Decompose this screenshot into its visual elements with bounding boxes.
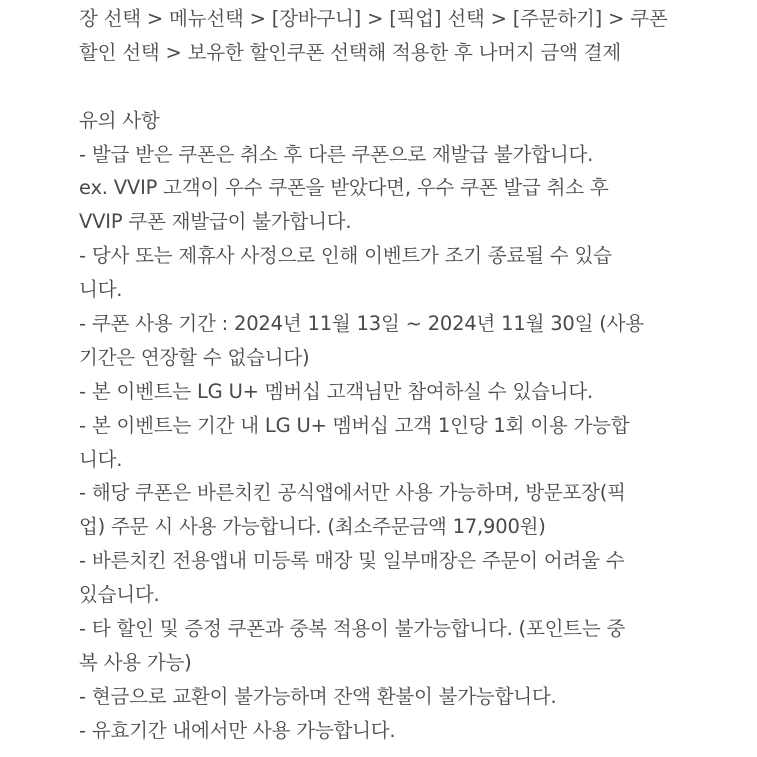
notice-line: - 쿠폰 사용 기간 : 2024년 11월 13일 ~ 2024년 11월 30일 (사용 (79, 312, 644, 336)
notice-title: 유의 사항 (79, 108, 160, 132)
notice-line: 업) 주문 시 사용 가능합니다. (최소주문금액 17,900원) (79, 515, 546, 539)
notice-line: - 본 이벤트는 기간 내 LG U+ 멤버십 고객 1인당 1회 이용 가능합 (79, 413, 630, 437)
notice-line: - 바른치킨 전용앱내 미등록 매장 및 일부매장은 주문이 어려울 수 (79, 549, 625, 573)
notice-article (79, 2, 749, 748)
notice-line: 복 사용 가능) (79, 650, 192, 674)
notice-line: - 해당 쿠폰은 바른치킨 공식앱에서만 사용 가능하며, 방문포장(픽 (79, 481, 626, 505)
spacer (79, 70, 749, 104)
notice-line: VVIP 쿠폰 재발급이 불가합니다. (79, 210, 352, 234)
notice-line: - 현금으로 교환이 불가능하며 잔액 환불이 불가능합니다. (79, 684, 557, 708)
notice-line: 있습니다. (79, 583, 160, 607)
notice-line: 니다. (79, 447, 123, 471)
notice-line: - 타 할인 및 증정 쿠폰과 중복 적용이 불가능합니다. (포인트는 중 (79, 617, 626, 641)
notice-line: - 유효기간 내에서만 사용 가능합니다. (79, 718, 396, 742)
notice-line: 기간은 연장할 수 없습니다) (79, 345, 310, 369)
intro-line: 장 선택 > 메뉴선택 > [장바구니] > [픽업] 선택 > [주문하기] > 쿠폰 (79, 7, 668, 30)
notice-line: - 당사 또는 제휴사 사정으로 인해 이벤트가 조기 종료될 수 있습 (79, 244, 612, 268)
intro-line: 할인 선택 > 보유한 할인쿠폰 선택해 적용한 후 나머지 금액 결제 (79, 40, 622, 64)
notice-line: - 발급 받은 쿠폰은 취소 후 다른 쿠폰으로 재발급 불가합니다. (79, 142, 594, 166)
notice-line: - 본 이벤트는 LG U+ 멤버십 고객님만 참여하실 수 있습니다. (79, 379, 593, 403)
notice-line: ex. VVIP 고객이 우수 쿠폰을 받았다면, 우수 쿠폰 발급 취소 후 (79, 176, 609, 200)
notice-line: 니다. (79, 278, 123, 302)
